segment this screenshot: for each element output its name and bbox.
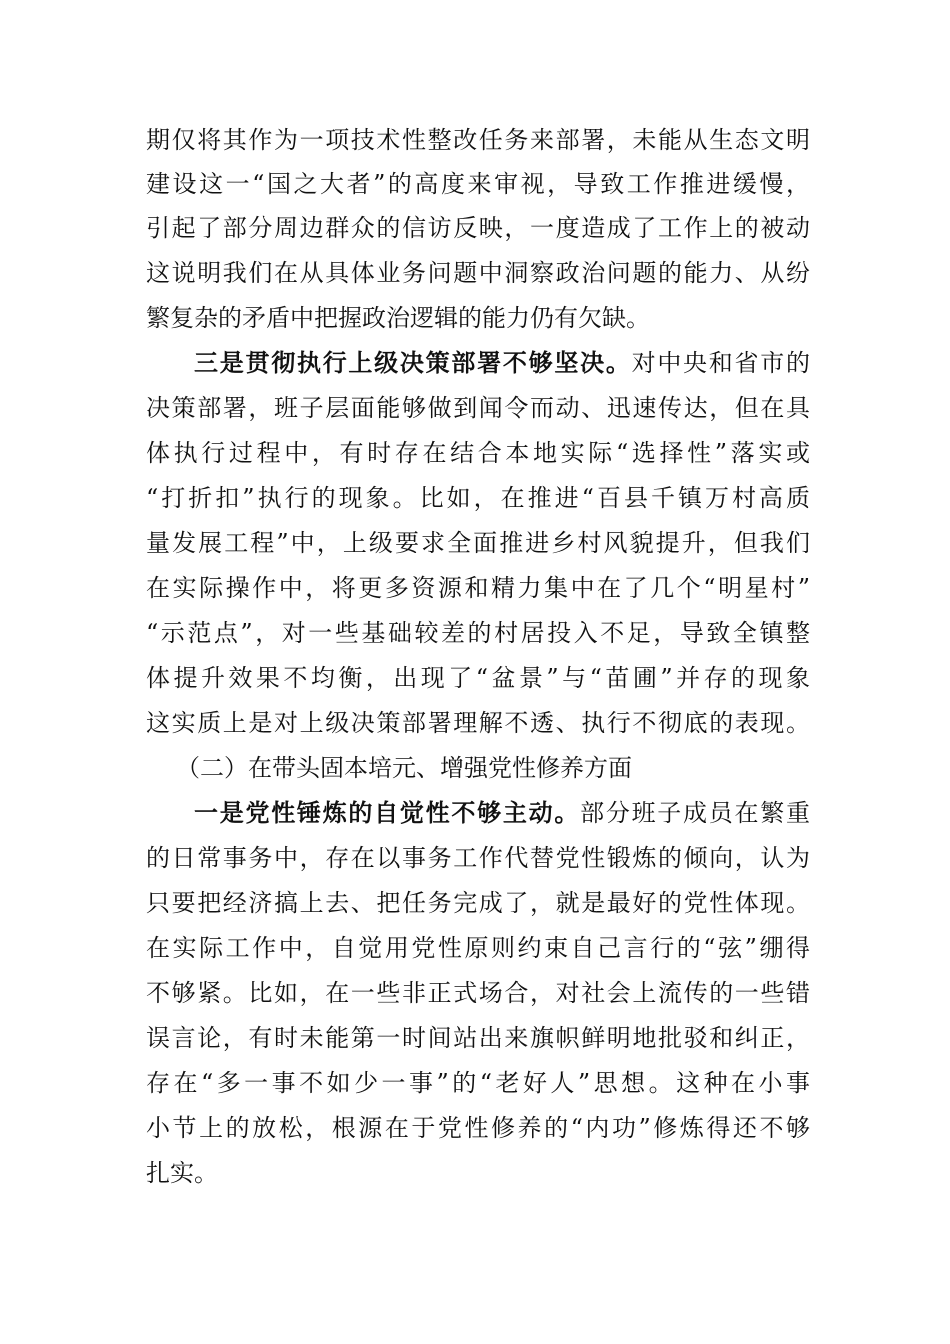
paragraph-line: 引起了部分周边群众的信访反映，一度造成了工作上的被动: [146, 214, 810, 242]
paragraph-line: “打折扣”执行的现象。比如，在推进“百县千镇万村高质: [146, 484, 810, 512]
paragraph-line: 这实质上是对上级决策部署理解不透、执行不彻底的表现。: [146, 709, 810, 737]
bold-lead-text: 三是贯彻执行上级决策部署不够坚决。: [194, 348, 632, 377]
paragraph-line: 只要把经济搞上去、把任务完成了，就是最好的党性体现。: [146, 889, 810, 917]
section-heading: （二）在带头固本培元、增强党性修养方面: [176, 754, 632, 782]
paragraph-line: 在实际工作中，自觉用党性原则约束自己言行的“弦”绷得: [146, 934, 810, 962]
paragraph-first-line: [194, 340, 810, 386]
first-line-rest: 部分班子成员在繁重: [580, 799, 811, 827]
paragraph-line: 量发展工程”中，上级要求全面推进乡村风貌提升，但我们: [146, 529, 810, 557]
paragraph-line: “示范点”，对一些基础较差的村居投入不足，导致全镇整: [146, 619, 810, 647]
paragraph-line: 不够紧。比如，在一些非正式场合，对社会上流传的一些错: [146, 979, 810, 1007]
paragraph-line: 体提升效果不均衡，出现了“盆景”与“苗圃”并存的现象: [146, 664, 810, 692]
bold-lead-text: 一是党性锤炼的自觉性不够主动。: [194, 798, 581, 827]
paragraph-line: 这说明我们在从具体业务问题中洞察政治问题的能力、从纷: [146, 259, 810, 287]
paragraph-line: 期仅将其作为一项技术性整改任务来部署，未能从生态文明: [146, 126, 810, 154]
paragraph-line: 繁复杂的矛盾中把握政治逻辑的能力仍有欠缺。: [146, 304, 650, 332]
paragraph-line: 的日常事务中，存在以事务工作代替党性锻炼的倾向，认为: [146, 844, 810, 872]
paragraph-line: 小节上的放松，根源在于党性修养的“内功”修炼得还不够: [146, 1114, 810, 1142]
paragraph-line: 建设这一“国之大者”的高度来审视，导致工作推进缓慢，: [146, 170, 810, 198]
first-line-rest: 对中央和省市的: [631, 349, 811, 377]
paragraph-line: 扎实。: [146, 1159, 218, 1187]
paragraph-line: 在实际操作中，将更多资源和精力集中在了几个“明星村”: [146, 574, 810, 602]
paragraph-line: 存在“多一事不如少一事”的“老好人”思想。这种在小事: [146, 1069, 810, 1097]
paragraph-first-line: [194, 790, 810, 836]
paragraph-line: 体执行过程中，有时存在结合本地实际“选择性”落实或: [146, 439, 810, 467]
paragraph-line: 误言论，有时未能第一时间站出来旗帜鲜明地批驳和纠正，: [146, 1024, 810, 1052]
paragraph-line: 决策部署，班子层面能够做到闻令而动、迅速传达，但在具: [146, 394, 810, 422]
